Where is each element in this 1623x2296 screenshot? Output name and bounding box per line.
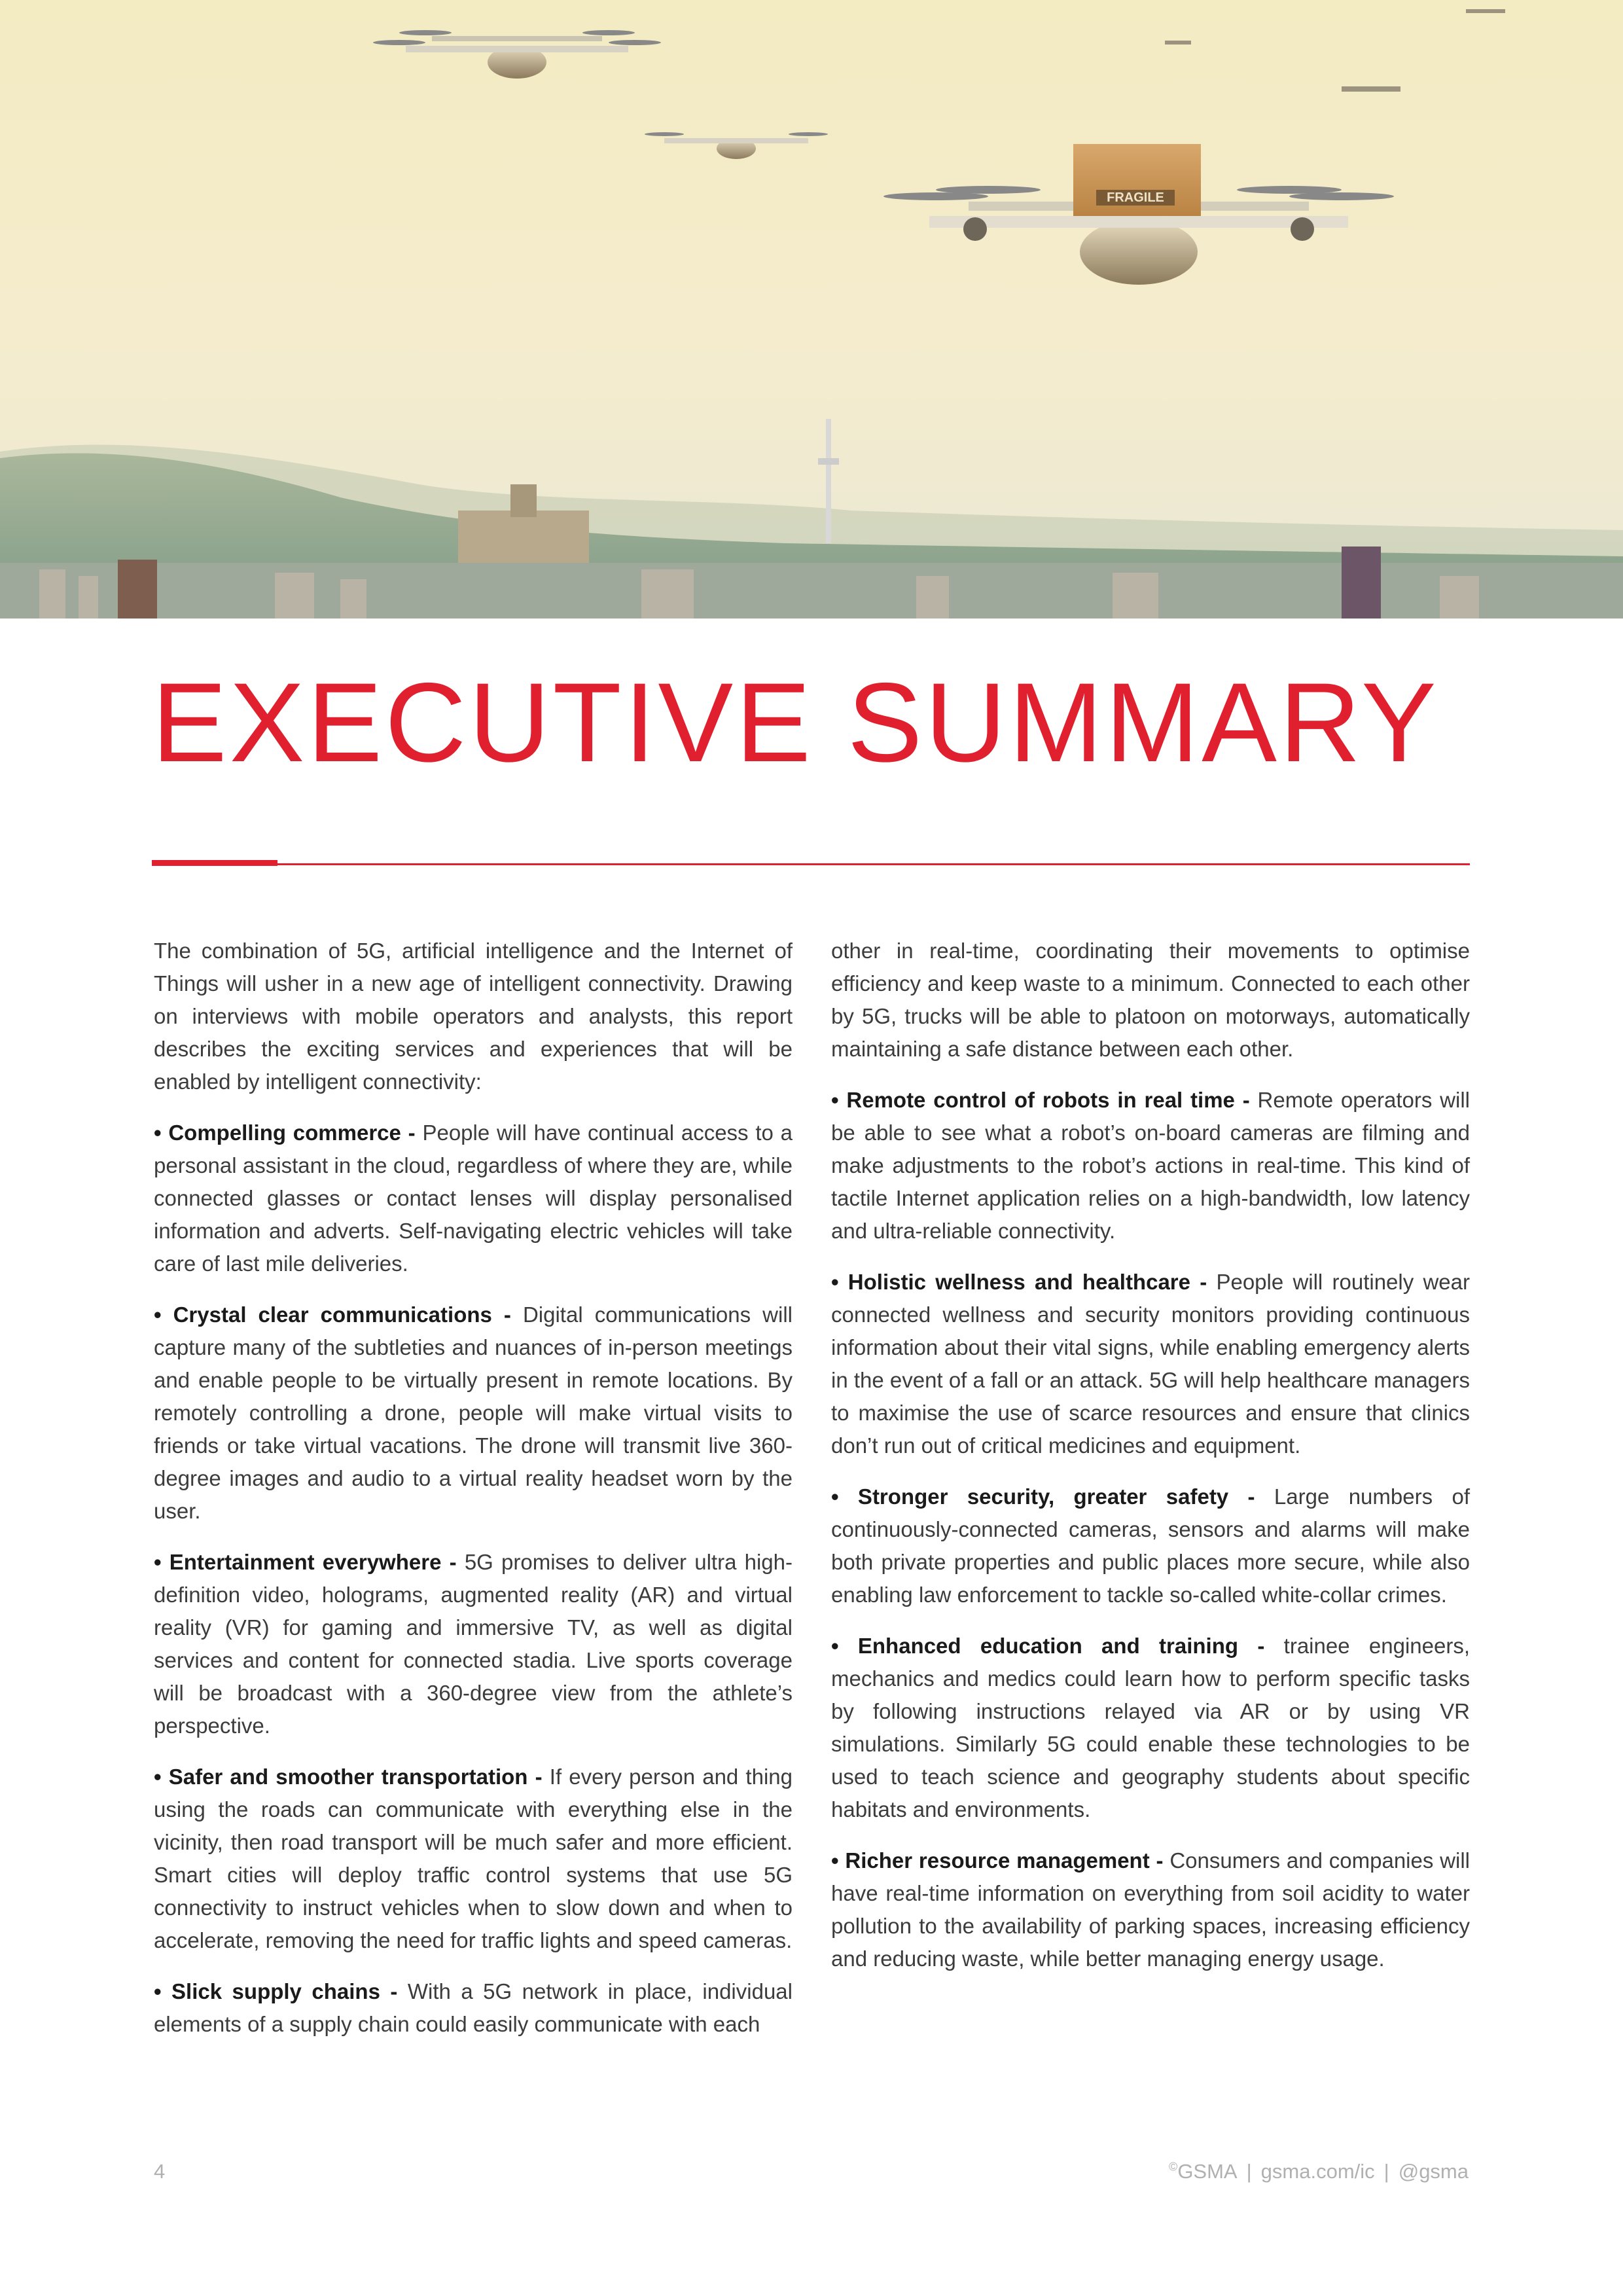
body-column-right	[831, 935, 1470, 1994]
hero-image	[0, 0, 1623, 619]
footer-separator: |	[1383, 2160, 1389, 2183]
item-text: trainee engineers, mechanics and medics could learn how to perform specific tasks by following instructions relayed via AR or by using VR simulations. Similarly 5G could enable these technologies to be used to teach science and geography students about specific habitats and environments.	[831, 1634, 1470, 1821]
item-heading: • Enhanced education and training -	[831, 1634, 1284, 1658]
item-text: Large numbers of continuously-connected cameras, sensors and alarms will make both private properties and public places more secure, while also enabling law enforcement to tackle so-called white-collar crimes.	[831, 1484, 1470, 1607]
list-item	[154, 1975, 793, 2041]
body-column-left	[154, 935, 793, 2059]
list-item	[831, 1480, 1470, 1611]
item-heading: • Entertainment everywhere -	[154, 1550, 465, 1574]
list-item	[831, 1844, 1470, 1975]
footer-separator: |	[1246, 2160, 1252, 2183]
item-text: Consumers and companies will have real-time information on everything from soil acidity to water pollution to the availability of parking spaces, increasing efficiency and reducing waste, while better managing energy usage.	[831, 1848, 1471, 1971]
copyright-symbol: ©	[1169, 2160, 1178, 2174]
list-item	[831, 1266, 1470, 1462]
page-number: 4	[154, 2160, 166, 2183]
footer-org: GSMA	[1177, 2160, 1238, 2183]
footer-credits	[1169, 2160, 1469, 2183]
item-text: If every person and thing using the roads can communicate with everything else in the vicinity, then road transport will be much safer and more efficient. Smart cities will deploy traffic control systems that use 5G connectivity to instruct vehicles when to slow down and when to accelerate, removing the need for traffic lights and speed cameras.	[154, 1765, 793, 1952]
list-item	[154, 1117, 793, 1280]
list-item	[831, 1084, 1470, 1247]
item-heading: • Crystal clear communications -	[154, 1302, 523, 1327]
item-text: 5G promises to deliver ultra high-definition video, holograms, augmented reality (AR) and virtual reality (VR) for gaming and immersive TV, as well as digital services and content for connected stadia. Live sports coverage will be broadcast with a 360-degree view from the athlete’s perspective.	[154, 1550, 793, 1738]
list-item	[154, 1299, 793, 1528]
item-text: People will have continual access to a personal assistant in the cloud, regardless of where they are, while connected glasses or contact lenses will display personalised information and adverts. Self-navigating electric vehicles will take care of last mile deliveries.	[154, 1121, 793, 1276]
box-label: FRAGILE	[1107, 190, 1164, 205]
item-heading: • Holistic wellness and healthcare -	[831, 1270, 1217, 1294]
page-title: EXECUTIVE SUMMARY	[152, 660, 1439, 785]
item-heading: • Safer and smoother transportation -	[154, 1765, 550, 1789]
item-heading: • Richer resource management -	[831, 1848, 1170, 1873]
item-heading: • Stronger security, greater safety -	[831, 1484, 1274, 1509]
list-item-continuation: other in real-time, coordinating their movements to optimise efficiency and keep waste to a minimum. Connected to each other by 5G, trucks will be able to platoon on motorways, automatically maintaining a safe distance between each other.	[831, 939, 1470, 1061]
item-heading: • Compelling commerce -	[154, 1121, 423, 1145]
item-text: Digital communications will capture many of the subtleties and nuances of in-person meetings and enable people to be virtually present in remote locations. By remotely controlling a drone, people will make virtual visits to friends or take virtual vacations. The drone will transmit live 360-degree images and audio to a virtual reality headset worn by the user.	[154, 1302, 793, 1523]
item-heading: • Remote control of robots in real time -	[831, 1088, 1258, 1112]
intro-paragraph: The combination of 5G, artificial intelligence and the Internet of Things will usher in a new age of intelligent connectivity. Drawing on interviews with mobile operators and analysts, this report describes the exciting services and experiences that will be enabled by intelligent connectivity:	[154, 939, 793, 1094]
item-text: With a 5G network in place, individual elements of a supply chain could easily communicate with each	[154, 1979, 793, 2036]
footer-social-handle[interactable]: @gsma	[1398, 2160, 1469, 2183]
footer-website-link[interactable]: gsma.com/ic	[1260, 2160, 1375, 2183]
item-text: Remote operators will be able to see what a robot’s on-board cameras are filming and make adjustments to the robot’s actions in real-time. This kind of tactile Internet application relies on a high-bandwidth, low latency and ultra-reliable connectivity.	[831, 1088, 1470, 1243]
list-item	[831, 1630, 1470, 1826]
title-underline-accent	[152, 860, 277, 866]
title-underline	[152, 863, 1470, 865]
item-heading: • Slick supply chains -	[154, 1979, 408, 2003]
item-text: People will routinely wear connected wellness and security monitors providing continuous information about their vital signs, while enabling emergency alerts in the event of a fall or an attack. 5G will help healthcare managers to maximise the use of scarce resources and ensure that clinics don’t run out of critical medicines and equipment.	[831, 1270, 1470, 1458]
list-item	[154, 1761, 793, 1957]
list-item	[154, 1546, 793, 1742]
